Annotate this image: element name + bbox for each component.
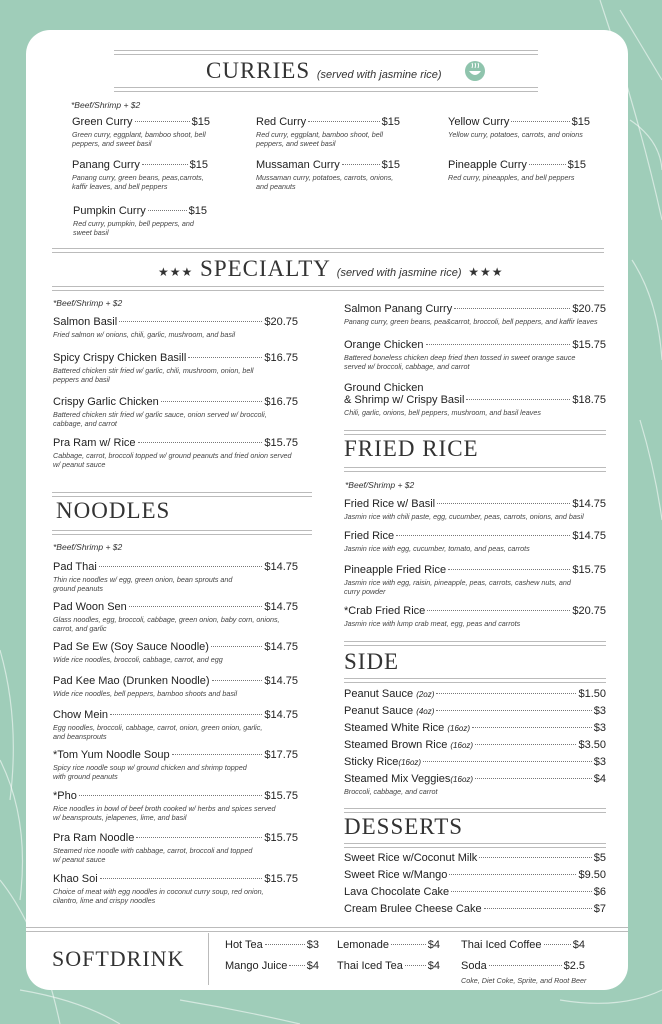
menu-item bbox=[344, 773, 606, 796]
item-desc: Egg noodles, broccoli, cabbage, carrot, onion, green onion, garlic, and beansprouts bbox=[53, 723, 263, 741]
item-name: Green Curry bbox=[72, 116, 133, 128]
item-desc: Mussaman curry, potatoes, carrots, onions, and peanuts bbox=[256, 173, 394, 191]
drink-item bbox=[225, 939, 319, 951]
item-name: Pad Thai bbox=[53, 561, 97, 573]
item-price: $18.75 bbox=[572, 394, 606, 406]
item-price: $15.75 bbox=[572, 564, 606, 576]
divider bbox=[344, 641, 606, 646]
item-name: Mango Juice bbox=[225, 960, 288, 972]
item-name: Crispy Garlic Chicken bbox=[53, 396, 159, 408]
menu-item bbox=[53, 352, 298, 384]
divider bbox=[26, 927, 628, 932]
menu-item bbox=[256, 116, 400, 148]
item-price: $15 bbox=[571, 116, 590, 128]
item-price: $4 bbox=[306, 960, 319, 972]
item-price: $17.75 bbox=[264, 749, 298, 761]
divider bbox=[52, 492, 312, 497]
item-desc: Thin rice noodles w/ egg, green onion, bean sprouts and ground peanuts bbox=[53, 575, 233, 593]
specialty-heading: SPECIALTY bbox=[200, 256, 331, 281]
item-price: $4 bbox=[572, 939, 585, 951]
item-price: $20.75 bbox=[264, 316, 298, 328]
item-price: $3.50 bbox=[578, 739, 606, 751]
menu-item bbox=[256, 159, 400, 191]
curry-bowl-icon bbox=[464, 60, 486, 82]
menu-item bbox=[53, 709, 298, 741]
menu-item bbox=[344, 739, 606, 751]
item-name: Steamed Brown Rice bbox=[344, 739, 448, 751]
menu-item bbox=[53, 641, 298, 664]
item-price: $14.75 bbox=[264, 561, 298, 573]
menu-card bbox=[26, 30, 628, 990]
item-desc: Steamed rice noodle with cabbage, carrot, broccoli and topped w/ peanut sauce bbox=[53, 846, 253, 864]
item-desc: Rice noodles in bowl of beef broth cooked w/ herbs and spices served w/ beansprouts, jelapenes, lime, and basil bbox=[53, 804, 276, 822]
item-name: Soda bbox=[461, 960, 487, 972]
item-name: Lava Chocolate Cake bbox=[344, 886, 450, 898]
item-price: $1.50 bbox=[578, 688, 606, 700]
curries-subtitle: (served with jasmine rice) bbox=[316, 69, 442, 81]
item-name: & Shrimp w/ Crispy Basil bbox=[344, 394, 465, 406]
item-price: $20.75 bbox=[572, 303, 606, 315]
divider bbox=[344, 678, 606, 683]
item-size: (16oz) bbox=[447, 724, 471, 733]
divider bbox=[344, 843, 606, 848]
menu-item bbox=[344, 564, 606, 596]
menu-item bbox=[344, 498, 606, 521]
item-name: Pineapple Fried Rice bbox=[344, 564, 447, 576]
item-price: $4 bbox=[427, 960, 440, 972]
item-name: Pra Ram Noodle bbox=[53, 832, 135, 844]
menu-item bbox=[53, 561, 298, 593]
curries-title bbox=[206, 58, 442, 84]
item-desc: Jasmin rice with lump crab meat, egg, peas and carrots bbox=[344, 619, 521, 628]
item-price: $15.75 bbox=[264, 873, 298, 885]
item-desc: Jasmin rice with chili paste, egg, cucumber, peas, carrots, onions, and basil bbox=[344, 512, 584, 521]
item-price: $7 bbox=[593, 903, 606, 915]
item-price: $4 bbox=[427, 939, 440, 951]
noodles-title: NOODLES bbox=[56, 498, 171, 523]
item-name: Fried Rice w/ Basil bbox=[344, 498, 436, 510]
item-desc: Red curry, pumpkin, bell peppers, and sweet basil bbox=[73, 219, 194, 237]
item-name: Lemonade bbox=[337, 939, 389, 951]
item-desc: Cabbage, carrot, broccoli topped w/ ground peanuts and fried onion served w/ peanut sauce bbox=[53, 451, 292, 469]
item-name: Sweet Rice w/Mango bbox=[344, 869, 448, 881]
item-name: Salmon Basil bbox=[53, 316, 118, 328]
item-name: Cream Brulee Cheese Cake bbox=[344, 903, 482, 915]
menu-item bbox=[344, 722, 606, 734]
curries-heading: CURRIES bbox=[206, 58, 311, 83]
menu-item bbox=[53, 437, 298, 469]
item-desc: Chili, garlic, onions, bell peppers, mushroom, and basil leaves bbox=[344, 408, 541, 417]
curries-note: *Beef/Shrimp + $2 bbox=[71, 100, 141, 110]
item-name: Red Curry bbox=[256, 116, 307, 128]
softdrink-title: SOFTDRINK bbox=[52, 946, 185, 971]
item-name: Pra Ram w/ Rice bbox=[53, 437, 136, 449]
menu-item bbox=[344, 903, 606, 915]
item-desc: Panang curry, green beans, peas,carrots, kaffir leaves, and bell peppers bbox=[72, 173, 204, 191]
drink-item bbox=[337, 960, 440, 972]
divider bbox=[52, 286, 604, 291]
item-name: Hot Tea bbox=[225, 939, 263, 951]
item-desc: Wide rice noodles, broccoli, cabbage, carrot, and egg bbox=[53, 655, 223, 664]
desserts-title: DESSERTS bbox=[344, 814, 464, 839]
menu-item bbox=[53, 675, 298, 698]
item-price: $14.75 bbox=[572, 498, 606, 510]
menu-item bbox=[53, 832, 298, 864]
item-name: Pad Se Ew (Soy Sauce Noodle) bbox=[53, 641, 209, 653]
item-price: $15 bbox=[381, 159, 400, 171]
item-name: Pad Woon Sen bbox=[53, 601, 127, 613]
item-desc: Spicy rice noodle soup w/ ground chicken and shrimp topped with ground peanuts bbox=[53, 763, 247, 781]
menu-item bbox=[53, 601, 298, 633]
drink-item bbox=[461, 960, 585, 972]
item-name: Peanut Sauce bbox=[344, 705, 414, 717]
item-price: $16.75 bbox=[264, 396, 298, 408]
menu-item bbox=[344, 303, 606, 326]
item-name: Yellow Curry bbox=[448, 116, 510, 128]
item-name: Steamed White Rice bbox=[344, 722, 445, 734]
item-name: *Pho bbox=[53, 790, 77, 802]
divider bbox=[114, 87, 538, 92]
item-name: Sweet Rice w/Coconut Milk bbox=[344, 852, 478, 864]
item-name: Pineapple Curry bbox=[448, 159, 527, 171]
divider bbox=[344, 467, 606, 472]
item-price: $15.75 bbox=[572, 339, 606, 351]
item-desc: Fried salmon w/ onions, chili, garlic, mushroom, and basil bbox=[53, 330, 236, 339]
item-desc: Green curry, eggplant, bamboo shoot, bell peppers, and sweet basil bbox=[72, 130, 206, 148]
item-name: Chow Mein bbox=[53, 709, 109, 721]
item-size: (4oz) bbox=[416, 707, 435, 716]
item-size: (16oz) bbox=[450, 741, 474, 750]
item-name: Orange Chicken bbox=[344, 339, 424, 351]
item-price: $9.50 bbox=[578, 869, 606, 881]
item-price: $14.75 bbox=[572, 530, 606, 542]
item-price: $15.75 bbox=[264, 832, 298, 844]
item-name: Spicy Crispy Chicken Basill bbox=[53, 352, 187, 364]
item-desc: Battered chicken stir fried w/ garlic, chili, mushroom, onion, bell peppers and basil bbox=[53, 366, 254, 384]
item-price: $15 bbox=[189, 159, 208, 171]
menu-item bbox=[72, 116, 210, 148]
drink-item bbox=[225, 960, 319, 972]
item-desc: Wide rice noodles, bell peppers, bamboo shoots and basil bbox=[53, 689, 238, 698]
menu-item bbox=[344, 705, 606, 717]
menu-item bbox=[448, 159, 586, 182]
side-title: SIDE bbox=[344, 649, 400, 674]
item-name: Salmon Panang Curry bbox=[344, 303, 453, 315]
item-desc: Glass noodles, egg, broccoli, cabbage, green onion, baby corn, onions, carrot, and garlic bbox=[53, 615, 280, 633]
item-name: *Crab Fried Rice bbox=[344, 605, 426, 617]
menu-item bbox=[344, 339, 606, 371]
item-name: Khao Soi bbox=[53, 873, 98, 885]
menu-item bbox=[448, 116, 590, 139]
stars-icon: ★★★ bbox=[468, 265, 504, 279]
menu-item bbox=[53, 316, 298, 339]
item-desc: Broccoli, cabbage, and carrot bbox=[344, 787, 438, 796]
item-price: $14.75 bbox=[264, 601, 298, 613]
specialty-note: *Beef/Shrimp + $2 bbox=[53, 298, 123, 308]
item-size: (2oz) bbox=[416, 690, 435, 699]
item-name: Mussaman Curry bbox=[256, 159, 340, 171]
menu-item bbox=[344, 605, 606, 628]
item-desc: Red curry, pineapples, and bell peppers bbox=[448, 173, 575, 182]
drink-item bbox=[337, 939, 440, 951]
item-name: *Tom Yum Noodle Soup bbox=[53, 749, 170, 761]
menu-item bbox=[344, 756, 606, 768]
item-name: Panang Curry bbox=[72, 159, 140, 171]
item-price: $2.5 bbox=[563, 960, 585, 972]
divider bbox=[52, 248, 604, 253]
item-price: $5 bbox=[593, 852, 606, 864]
item-desc: Jasmin rice with egg, cucumber, tomato, and peas, carrots bbox=[344, 544, 530, 553]
item-price: $14.75 bbox=[264, 641, 298, 653]
menu-item bbox=[344, 530, 606, 553]
item-name: Pad Kee Mao (Drunken Noodle) bbox=[53, 675, 210, 687]
menu-item bbox=[53, 790, 298, 822]
item-price: $15 bbox=[381, 116, 400, 128]
item-desc: Choice of meat with egg noodles in coconut curry soup, red onion, cilantro, lime and crispy noodles bbox=[53, 887, 264, 905]
item-name: Thai Iced Tea bbox=[337, 960, 403, 972]
item-price: $14.75 bbox=[264, 675, 298, 687]
fried-rice-note: *Beef/Shrimp + $2 bbox=[345, 480, 415, 490]
menu-item bbox=[344, 382, 606, 417]
fried-rice-title: FRIED RICE bbox=[344, 436, 479, 461]
item-size: (16oz) bbox=[398, 758, 422, 767]
item-name: Ground Chicken bbox=[344, 382, 424, 394]
divider bbox=[52, 530, 312, 535]
menu-item bbox=[73, 205, 207, 237]
item-price: $15 bbox=[188, 205, 207, 217]
menu-item bbox=[344, 869, 606, 881]
item-price: $4 bbox=[593, 773, 606, 785]
item-desc: Battered boneless chicken deep fried then tossed in sweet orange sauce served w/ broccoli, cabbage, and carrot bbox=[344, 353, 576, 371]
stars-icon: ★★★ bbox=[158, 265, 194, 279]
item-name: Fried Rice bbox=[344, 530, 395, 542]
item-price: $16.75 bbox=[264, 352, 298, 364]
menu-item bbox=[53, 396, 298, 428]
item-desc: Battered chicken stir fried w/ garlic sauce, onion served w/ broccoli, cabbage, and carrot bbox=[53, 410, 267, 428]
drink-item bbox=[461, 939, 585, 951]
specialty-subtitle: (served with jasmine rice) bbox=[336, 267, 462, 279]
item-name: Thai Iced Coffee bbox=[461, 939, 542, 951]
item-price: $15.75 bbox=[264, 790, 298, 802]
divider bbox=[114, 50, 538, 55]
item-price: $15 bbox=[567, 159, 586, 171]
menu-item bbox=[53, 749, 298, 781]
vertical-divider bbox=[208, 933, 209, 985]
item-price: $14.75 bbox=[264, 709, 298, 721]
item-price: $3 bbox=[593, 705, 606, 717]
item-desc: Coke, Diet Coke, Sprite, and Root Beer bbox=[461, 976, 587, 985]
item-price: $3 bbox=[306, 939, 319, 951]
item-desc: Yellow curry, potatoes, carrots, and onions bbox=[448, 130, 583, 139]
item-price: $3 bbox=[593, 756, 606, 768]
menu-item bbox=[344, 688, 606, 700]
item-desc: Jasmin rice with egg, raisin, pineapple, peas, carrots, cashew nuts, and curry powder bbox=[344, 578, 571, 596]
item-name: Peanut Sauce bbox=[344, 688, 414, 700]
item-price: $3 bbox=[593, 722, 606, 734]
noodles-note: *Beef/Shrimp + $2 bbox=[53, 542, 123, 552]
menu-item bbox=[53, 873, 298, 905]
menu-item bbox=[72, 159, 208, 191]
specialty-title bbox=[158, 256, 504, 282]
divider bbox=[344, 808, 606, 813]
item-name: Pumpkin Curry bbox=[73, 205, 146, 217]
item-desc: Red curry, eggplant, bamboo shoot, bell peppers, and sweet basil bbox=[256, 130, 383, 148]
item-price: $20.75 bbox=[572, 605, 606, 617]
menu-item bbox=[344, 852, 606, 864]
item-price: $15 bbox=[191, 116, 210, 128]
item-name: Steamed Mix Veggies bbox=[344, 773, 451, 785]
item-desc: Panang curry, green beans, pea&carrot, broccoli, bell peppers, and kaffir leaves bbox=[344, 317, 598, 326]
menu-item bbox=[344, 886, 606, 898]
divider bbox=[344, 430, 606, 435]
item-name: Sticky Rice bbox=[344, 756, 399, 768]
item-size: (16oz) bbox=[450, 775, 474, 784]
item-price: $15.75 bbox=[264, 437, 298, 449]
item-price: $6 bbox=[593, 886, 606, 898]
